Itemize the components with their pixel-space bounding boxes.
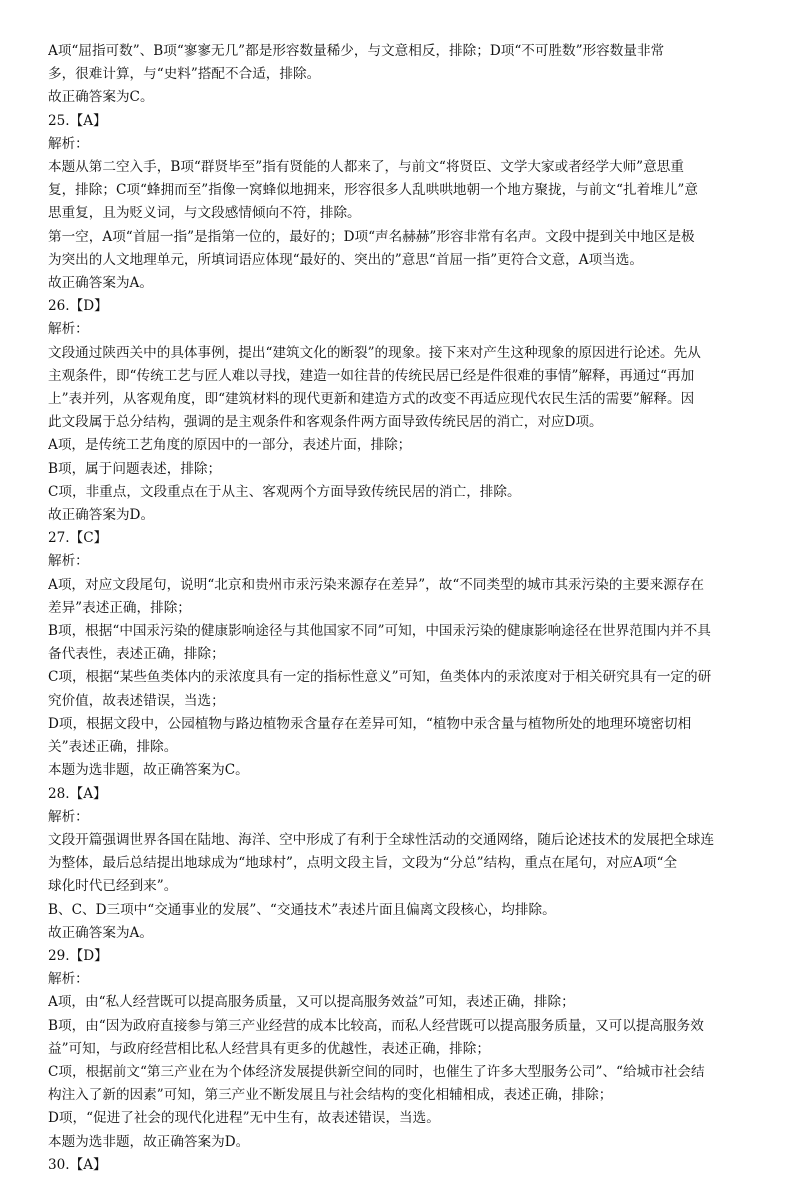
text-line: C项，根据“某些鱼类体内的汞浓度具有一定的指标性意义”可知，鱼类体内的汞浓度对于相关研究具有一定的研 xyxy=(48,669,712,686)
text-line: D项，根据文段中，公园植物与路边植物汞含量存在差异可知，“植物中汞含量与植物所处的地理环境密切相 xyxy=(48,715,692,732)
text-line: 30.【A】 xyxy=(48,1156,107,1173)
text-line: 主观条件，即“传统工艺与匠人难以寻找，建造一如往昔的传统民居已经是件很难的事情”解释，再通过“再加 xyxy=(48,367,695,384)
text-line: B项，由“因为政府直接参与第三产业经营的成本比较高，而私人经营既可以提高服务质量，又可以提高服务效 xyxy=(48,1017,704,1034)
text-line: 27.【C】 xyxy=(48,530,108,547)
text-line: 备代表性，表述正确，排除； xyxy=(48,646,225,663)
text-line: 解析： xyxy=(48,971,89,988)
text-line: 益”可知，与政府经营相比私人经营具有更多的优越性，表述正确，排除； xyxy=(48,1040,490,1057)
text-line: 构注入了新的因素”可知，第三产业不断发展且与社会结构的变化相辅相成，表述正确，排除； xyxy=(48,1087,613,1104)
document-page xyxy=(48,40,758,1177)
text-line: 25.【A】 xyxy=(48,112,107,129)
text-line: A项，由“私人经营既可以提高服务质量，又可以提高服务效益”可知，表述正确，排除； xyxy=(48,994,575,1011)
text-line: 思重复，且为贬义词，与文段感情倾向不符，排除。 xyxy=(48,205,361,222)
text-line: 上”表并列，从客观角度，即“建筑材料的现代更新和建造方式的改变不再适应现代农民生活的需要”解释。因 xyxy=(48,391,695,408)
text-line: 解析： xyxy=(48,135,89,152)
text-line: 解析： xyxy=(48,808,89,825)
text-line: 关”表述正确，排除。 xyxy=(48,739,178,756)
text-line: 此文段属于总分结构，强调的是主观条件和客观条件两方面导致传统民居的消亡，对应D项。 xyxy=(48,414,603,431)
text-line: 文段通过陕西关中的具体事例，提出“建筑文化的断裂”的现象。接下来对产生这种现象的原因进行论述。先从 xyxy=(48,344,701,361)
text-line: B项，根据“中国汞污染的健康影响途径与其他国家不同”可知，中国汞污染的健康影响途径在世界范围内并不具 xyxy=(48,623,711,640)
text-line: 故正确答案为C。 xyxy=(48,89,154,106)
text-line: A项，是传统工艺角度的原因中的一部分，表述片面，排除； xyxy=(48,437,412,454)
text-line: 究价值，故表述错误，当选； xyxy=(48,692,225,709)
text-line: 文段开篇强调世界各国在陆地、海洋、空中形成了有利于全球性活动的交通网络，随后论述技术的发展把全球连 xyxy=(48,831,715,848)
text-line: 本题为选非题，故正确答案为D。 xyxy=(48,1133,250,1150)
text-line: 复，排除；C项“蜂拥而至”指像一窝蜂似地拥来，形容很多人乱哄哄地朝一个地方聚拢，与前文“扎着堆儿”意 xyxy=(48,182,698,199)
text-line: 故正确答案为D。 xyxy=(48,507,155,524)
text-line: 为整体，最后总结提出地球成为“地球村”，点明文段主旨，文段为“分总”结构，重点在尾句，对应A项“全 xyxy=(48,855,678,872)
text-line: B项，属于问题表述，排除； xyxy=(48,460,222,477)
text-line: 本题从第二空入手，B项“群贤毕至”指有贤能的人都来了，与前文“将贤臣、文学大家或者经学大师”意思重 xyxy=(48,159,684,176)
text-line: A项，对应文段尾句，说明“北京和贵州市汞污染来源存在差异”，故“不同类型的城市其汞污染的主要来源存在 xyxy=(48,576,704,593)
text-line: 故正确答案为A。 xyxy=(48,924,153,941)
text-line: 29.【D】 xyxy=(48,947,108,964)
text-line: 为突出的人文地理单元，所填词语应体现“最好的、突出的”意思“首屈一指”更符合文意，A项当选。 xyxy=(48,251,643,268)
text-line: B、C、D三项中“交通事业的发展”、“交通技术”表述片面且偏离文段核心，均排除。 xyxy=(48,901,556,918)
text-line: 球化时代已经到来”。 xyxy=(48,878,178,895)
text-line: 第一空，A项“首屈一指”是指第一位的，最好的；D项“声名赫赫”形容非常有名声。文段中提到关中地区是极 xyxy=(48,228,695,245)
text-line: 故正确答案为A。 xyxy=(48,275,153,292)
text-line: A项“屈指可数”、B项“寥寥无几”都是形容数量稀少，与文意相反，排除；D项“不可胜数”形容数量非常 xyxy=(48,43,665,59)
text-line: D项，“促进了社会的现代化进程”无中生有，故表述错误，当选。 xyxy=(48,1110,440,1127)
text-line: 解析： xyxy=(48,321,89,338)
text-line: 26.【D】 xyxy=(48,298,108,315)
text-line: 差异”表述正确，排除； xyxy=(48,599,191,616)
text-line: 解析： xyxy=(48,553,89,570)
text-line: 28.【A】 xyxy=(48,785,107,802)
text-line: C项，根据前文“第三产业在为个体经济发展提供新空间的同时，也催生了许多大型服务公司”、“给城市社会结 xyxy=(48,1063,705,1080)
text-line: 本题为选非题，故正确答案为C。 xyxy=(48,762,249,779)
text-line: 多，很难计算，与“史料”搭配不合适，排除。 xyxy=(48,66,321,83)
text-line: C项，非重点，文段重点在于从主、客观两个方面导致传统民居的消亡，排除。 xyxy=(48,483,521,500)
